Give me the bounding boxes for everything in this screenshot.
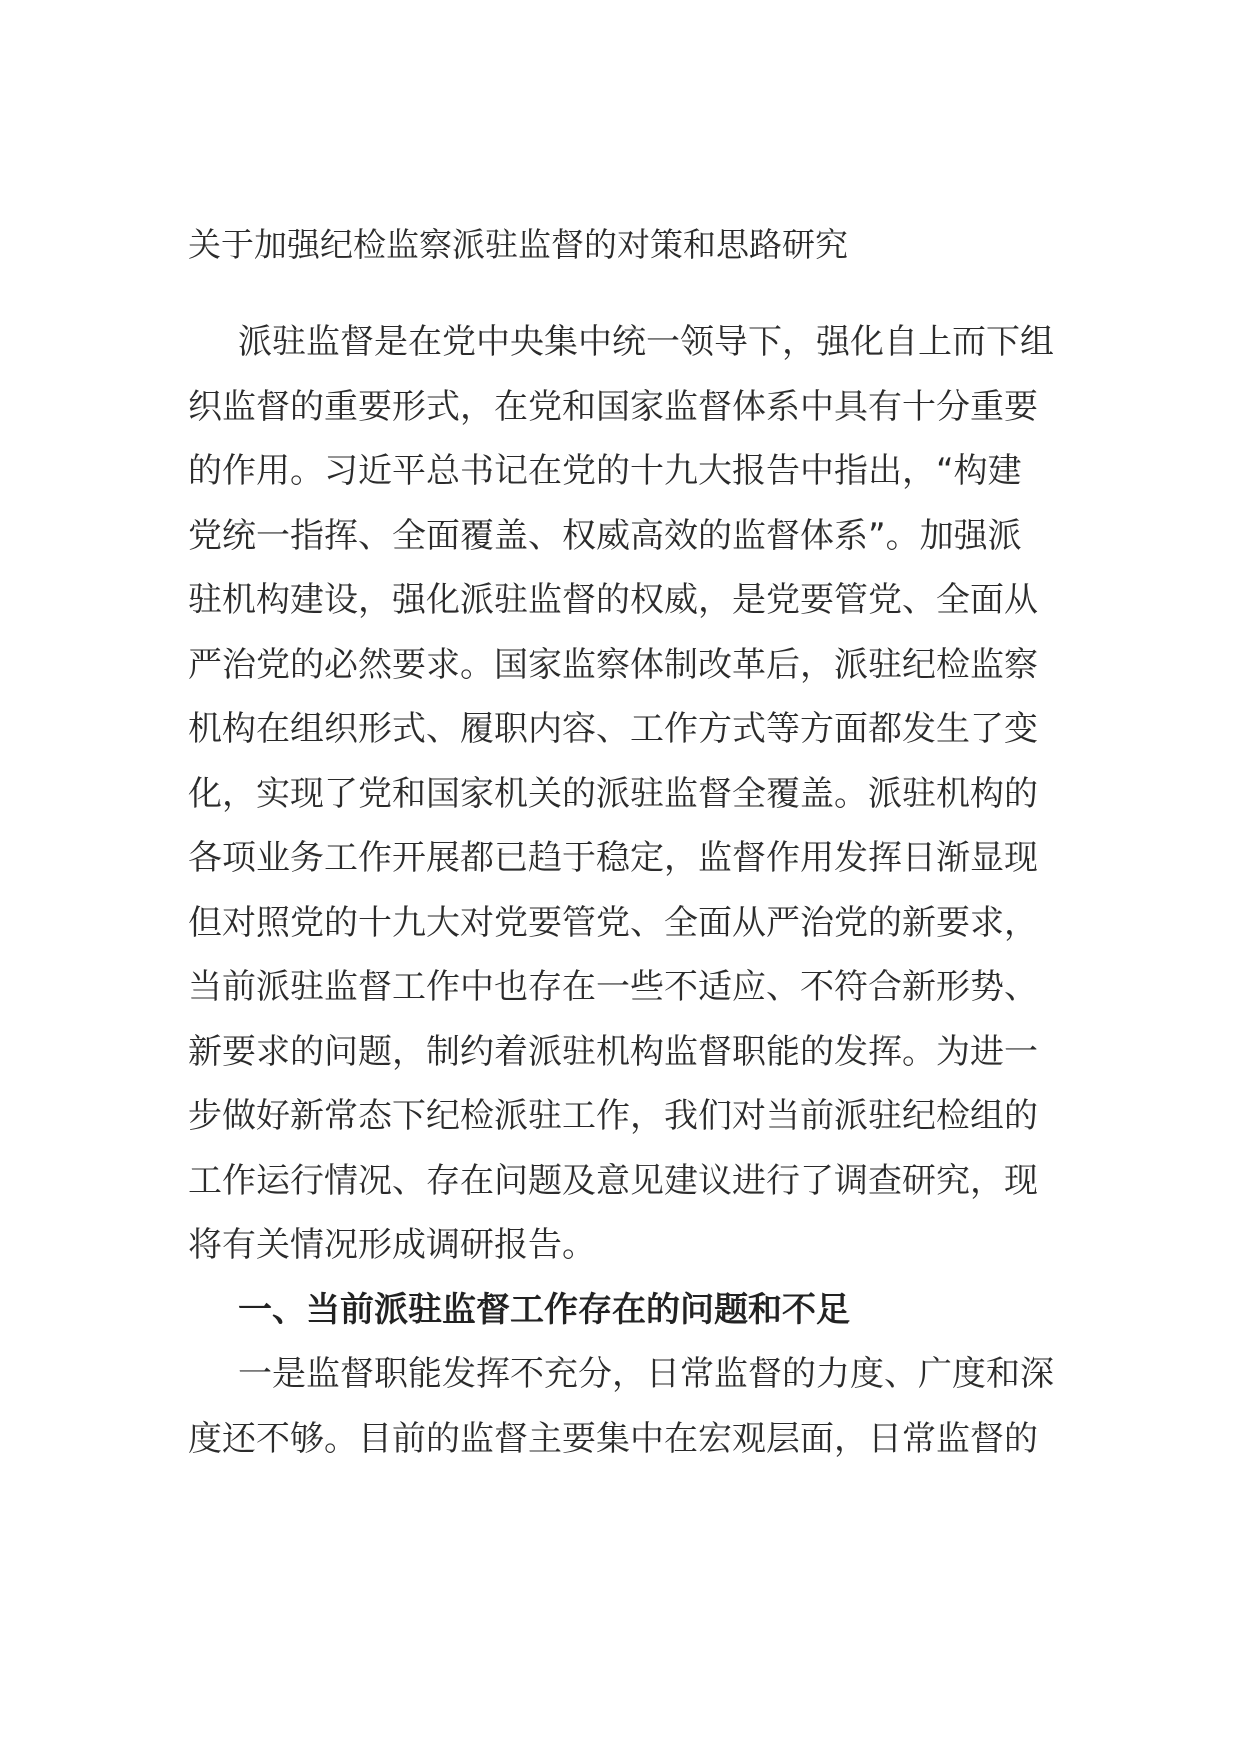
paragraph-line: 严治党的必然要求。国家监察体制改革后，派驻纪检监察: [188, 644, 1038, 685]
paragraph-line: 度还不够。目前的监督主要集中在宏观层面，日常监督的: [188, 1418, 1038, 1459]
document-body: [188, 310, 1058, 1471]
paragraph-line: 驻机构建设，强化派驻监督的权威，是党要管党、全面从: [188, 580, 1038, 620]
paragraph-line: 将有关情况形成调研报告。: [188, 1225, 596, 1265]
document-title: 关于加强纪检监察派驻监督的对策和思路研究: [188, 225, 848, 264]
paragraph-line: 当前派驻监督工作中也存在一些不适应、不符合新形势、: [188, 967, 1038, 1007]
section-heading: 一、当前派驻监督工作存在的问题和不足: [238, 1289, 850, 1330]
paragraph-line: 新要求的问题，制约着派驻机构监督职能的发挥。为进一: [188, 1031, 1038, 1072]
paragraph-line: 一是监督职能发挥不充分，日常监督的力度、广度和深: [238, 1354, 1054, 1394]
paragraph-line: 党统一指挥、全面覆盖、权威高效的监督体系”。加强派: [188, 515, 1022, 556]
paragraph-line: 的作用。习近平总书记在党的十九大报告中指出，“构建: [188, 451, 1022, 491]
paragraph-line: 步做好新常态下纪检派驻工作，我们对当前派驻纪检组的: [188, 1096, 1038, 1136]
paragraph-line: 各项业务工作开展都已趋于稳定，监督作用发挥日渐显现: [188, 838, 1038, 878]
paragraph-line: 但对照党的十九大对党要管党、全面从严治党的新要求，: [188, 902, 1038, 943]
paragraph-line: 派驻监督是在党中央集中统一领导下，强化自上而下组: [238, 322, 1054, 362]
paragraph-line: 工作运行情况、存在问题及意见建议进行了调查研究，现: [188, 1160, 1038, 1201]
paragraph-line: 织监督的重要形式，在党和国家监督体系中具有十分重要: [188, 386, 1038, 427]
paragraph-line: 化，实现了党和国家机关的派驻监督全覆盖。派驻机构的: [188, 773, 1038, 814]
paragraph-line: 机构在组织形式、履职内容、工作方式等方面都发生了变: [188, 709, 1038, 749]
